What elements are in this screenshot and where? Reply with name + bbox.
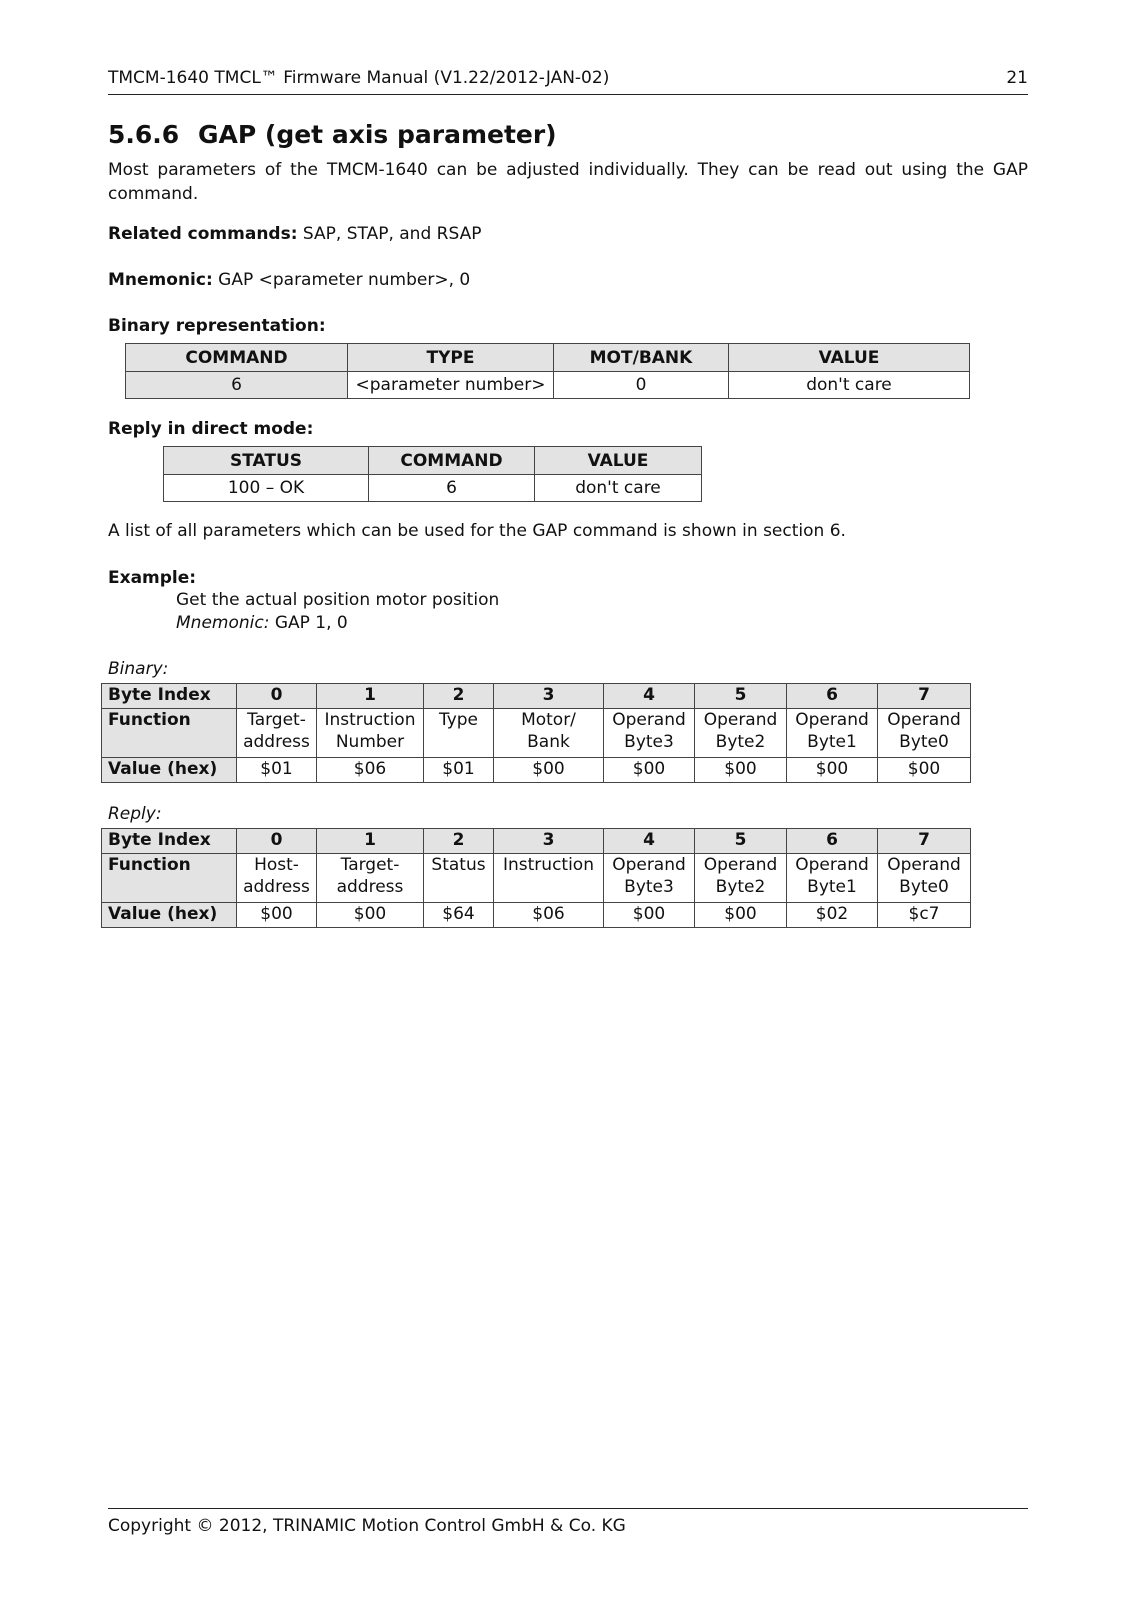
function-row (102, 854, 971, 903)
function-line: Operand (612, 855, 686, 875)
document-title: TMCM-1640 TMCL™ Firmware Manual (V1.22/2012-JAN-02) (108, 68, 610, 88)
binary-representation-table (125, 343, 970, 399)
table-cell: 6 (126, 372, 348, 399)
value-row (102, 903, 971, 928)
function-cell (695, 854, 787, 903)
page-footer: Copyright © 2012, TRINAMIC Motion Control GmbH & Co. KG (108, 1516, 626, 1536)
table-cell: 0 (554, 372, 729, 399)
table-header: COMMAND (369, 447, 535, 475)
function-line: Motor/ (521, 710, 576, 730)
byte-index: 0 (237, 829, 317, 854)
mnemonic-value: GAP <parameter number>, 0 (212, 270, 471, 290)
byte-index: 5 (695, 684, 787, 709)
example-mnemonic-value: GAP 1, 0 (269, 613, 348, 633)
value-cell: $06 (494, 903, 604, 928)
parameter-list-note: A list of all parameters which can be used for the GAP command is shown in section 6. (108, 521, 846, 541)
page-number: 21 (1006, 68, 1028, 88)
reply-byte-table (101, 828, 971, 928)
byte-index: 3 (494, 829, 604, 854)
function-cell (787, 854, 878, 903)
function-cell (424, 709, 494, 758)
byte-index-row (102, 684, 971, 709)
byte-index: 2 (424, 829, 494, 854)
function-line: Host- (254, 855, 299, 875)
function-cell (604, 854, 695, 903)
example-mnemonic (176, 613, 348, 633)
value-cell: $c7 (878, 903, 971, 928)
function-line: Target- (340, 855, 400, 875)
function-line: Operand (795, 855, 869, 875)
row-label: Value (hex) (102, 903, 237, 928)
function-cell (878, 854, 971, 903)
byte-index: 1 (317, 829, 424, 854)
function-line: address (243, 732, 310, 752)
function-line: Byte0 (899, 877, 949, 897)
byte-index-row (102, 829, 971, 854)
function-line: Byte2 (715, 732, 766, 752)
function-line: Byte3 (624, 732, 674, 752)
value-cell: $00 (695, 758, 787, 783)
table-header: COMMAND (126, 344, 348, 372)
reply-label: Reply: (108, 804, 162, 824)
table-header: MOT/BANK (554, 344, 729, 372)
row-label: Byte Index (102, 684, 237, 709)
function-line: Type (438, 710, 479, 730)
mnemonic-line (108, 270, 470, 290)
function-line: Instruction (503, 855, 594, 875)
row-label: Function (102, 709, 237, 758)
table-cell: don't care (535, 475, 702, 502)
value-cell: $00 (787, 758, 878, 783)
byte-index: 5 (695, 829, 787, 854)
row-label: Value (hex) (102, 758, 237, 783)
function-line: Instruction (324, 710, 416, 730)
function-cell (878, 709, 971, 758)
function-line: Byte1 (807, 732, 857, 752)
mnemonic-label: Mnemonic: (108, 270, 213, 290)
footer-divider (108, 1508, 1028, 1509)
function-line: Operand (703, 710, 778, 730)
function-cell (494, 854, 604, 903)
byte-index: 2 (424, 684, 494, 709)
binary-byte-table (101, 683, 971, 783)
function-line: Number (335, 732, 405, 752)
related-commands (108, 224, 481, 244)
function-cell (494, 709, 604, 758)
page-header (108, 68, 1028, 95)
value-cell: $00 (494, 758, 604, 783)
function-line: Byte3 (624, 877, 674, 897)
value-cell: $00 (604, 758, 695, 783)
byte-index: 1 (317, 684, 424, 709)
value-cell: $00 (604, 903, 695, 928)
example-mnemonic-label: Mnemonic: (176, 613, 270, 633)
function-line: Bank (527, 732, 570, 752)
related-value: SAP, STAP, and RSAP (297, 224, 482, 244)
section-number: 5.6.6 (108, 120, 180, 149)
row-label: Byte Index (102, 829, 237, 854)
binary-label: Binary: (108, 659, 169, 679)
function-line: Operand (887, 710, 961, 730)
function-line: Target- (247, 710, 306, 730)
value-cell: $00 (878, 758, 971, 783)
function-cell (695, 709, 787, 758)
byte-index: 7 (878, 829, 971, 854)
value-cell: $01 (424, 758, 494, 783)
byte-index: 6 (787, 829, 878, 854)
section-title: GAP (get axis parameter) (198, 120, 557, 149)
value-cell: $64 (424, 903, 494, 928)
function-line: address (336, 877, 404, 897)
function-row (102, 709, 971, 758)
value-cell: $00 (237, 903, 317, 928)
table-cell: 100 – OK (164, 475, 369, 502)
value-cell: $00 (317, 903, 424, 928)
intro-paragraph: Most parameters of the TMCM-1640 can be adjusted individually. They can be read out using the GAP command. (108, 160, 1028, 204)
function-cell (237, 709, 317, 758)
function-line: Operand (887, 855, 961, 875)
function-line: Operand (612, 710, 686, 730)
function-cell (424, 854, 494, 903)
function-line: Status (431, 855, 486, 875)
function-cell (237, 854, 317, 903)
function-cell (317, 709, 424, 758)
value-row (102, 758, 971, 783)
table-header: VALUE (535, 447, 702, 475)
reply-direct-table (163, 446, 702, 502)
function-cell (604, 709, 695, 758)
reply-direct-label: Reply in direct mode: (108, 419, 314, 439)
table-header: TYPE (348, 344, 554, 372)
function-cell (317, 854, 424, 903)
byte-index: 3 (494, 684, 604, 709)
function-line: address (243, 877, 310, 897)
function-line: Byte0 (899, 732, 949, 752)
function-cell (787, 709, 878, 758)
related-label: Related commands: (108, 224, 298, 244)
value-cell: $02 (787, 903, 878, 928)
function-line: Operand (703, 855, 778, 875)
value-cell: $01 (237, 758, 317, 783)
binary-representation-label: Binary representation: (108, 316, 326, 336)
value-cell: $06 (317, 758, 424, 783)
table-cell: don't care (729, 372, 970, 399)
table-cell: <parameter number> (348, 372, 554, 399)
table-cell: 6 (369, 475, 535, 502)
example-label: Example: (108, 568, 197, 588)
function-line: Byte1 (807, 877, 857, 897)
function-line: Byte2 (715, 877, 766, 897)
byte-index: 4 (604, 829, 695, 854)
byte-index: 4 (604, 684, 695, 709)
row-label: Function (102, 854, 237, 903)
table-header: STATUS (164, 447, 369, 475)
byte-index: 0 (237, 684, 317, 709)
byte-index: 6 (787, 684, 878, 709)
function-line: Operand (795, 710, 869, 730)
table-header: VALUE (729, 344, 970, 372)
value-cell: $00 (695, 903, 787, 928)
example-description: Get the actual position motor position (176, 590, 500, 610)
byte-index: 7 (878, 684, 971, 709)
